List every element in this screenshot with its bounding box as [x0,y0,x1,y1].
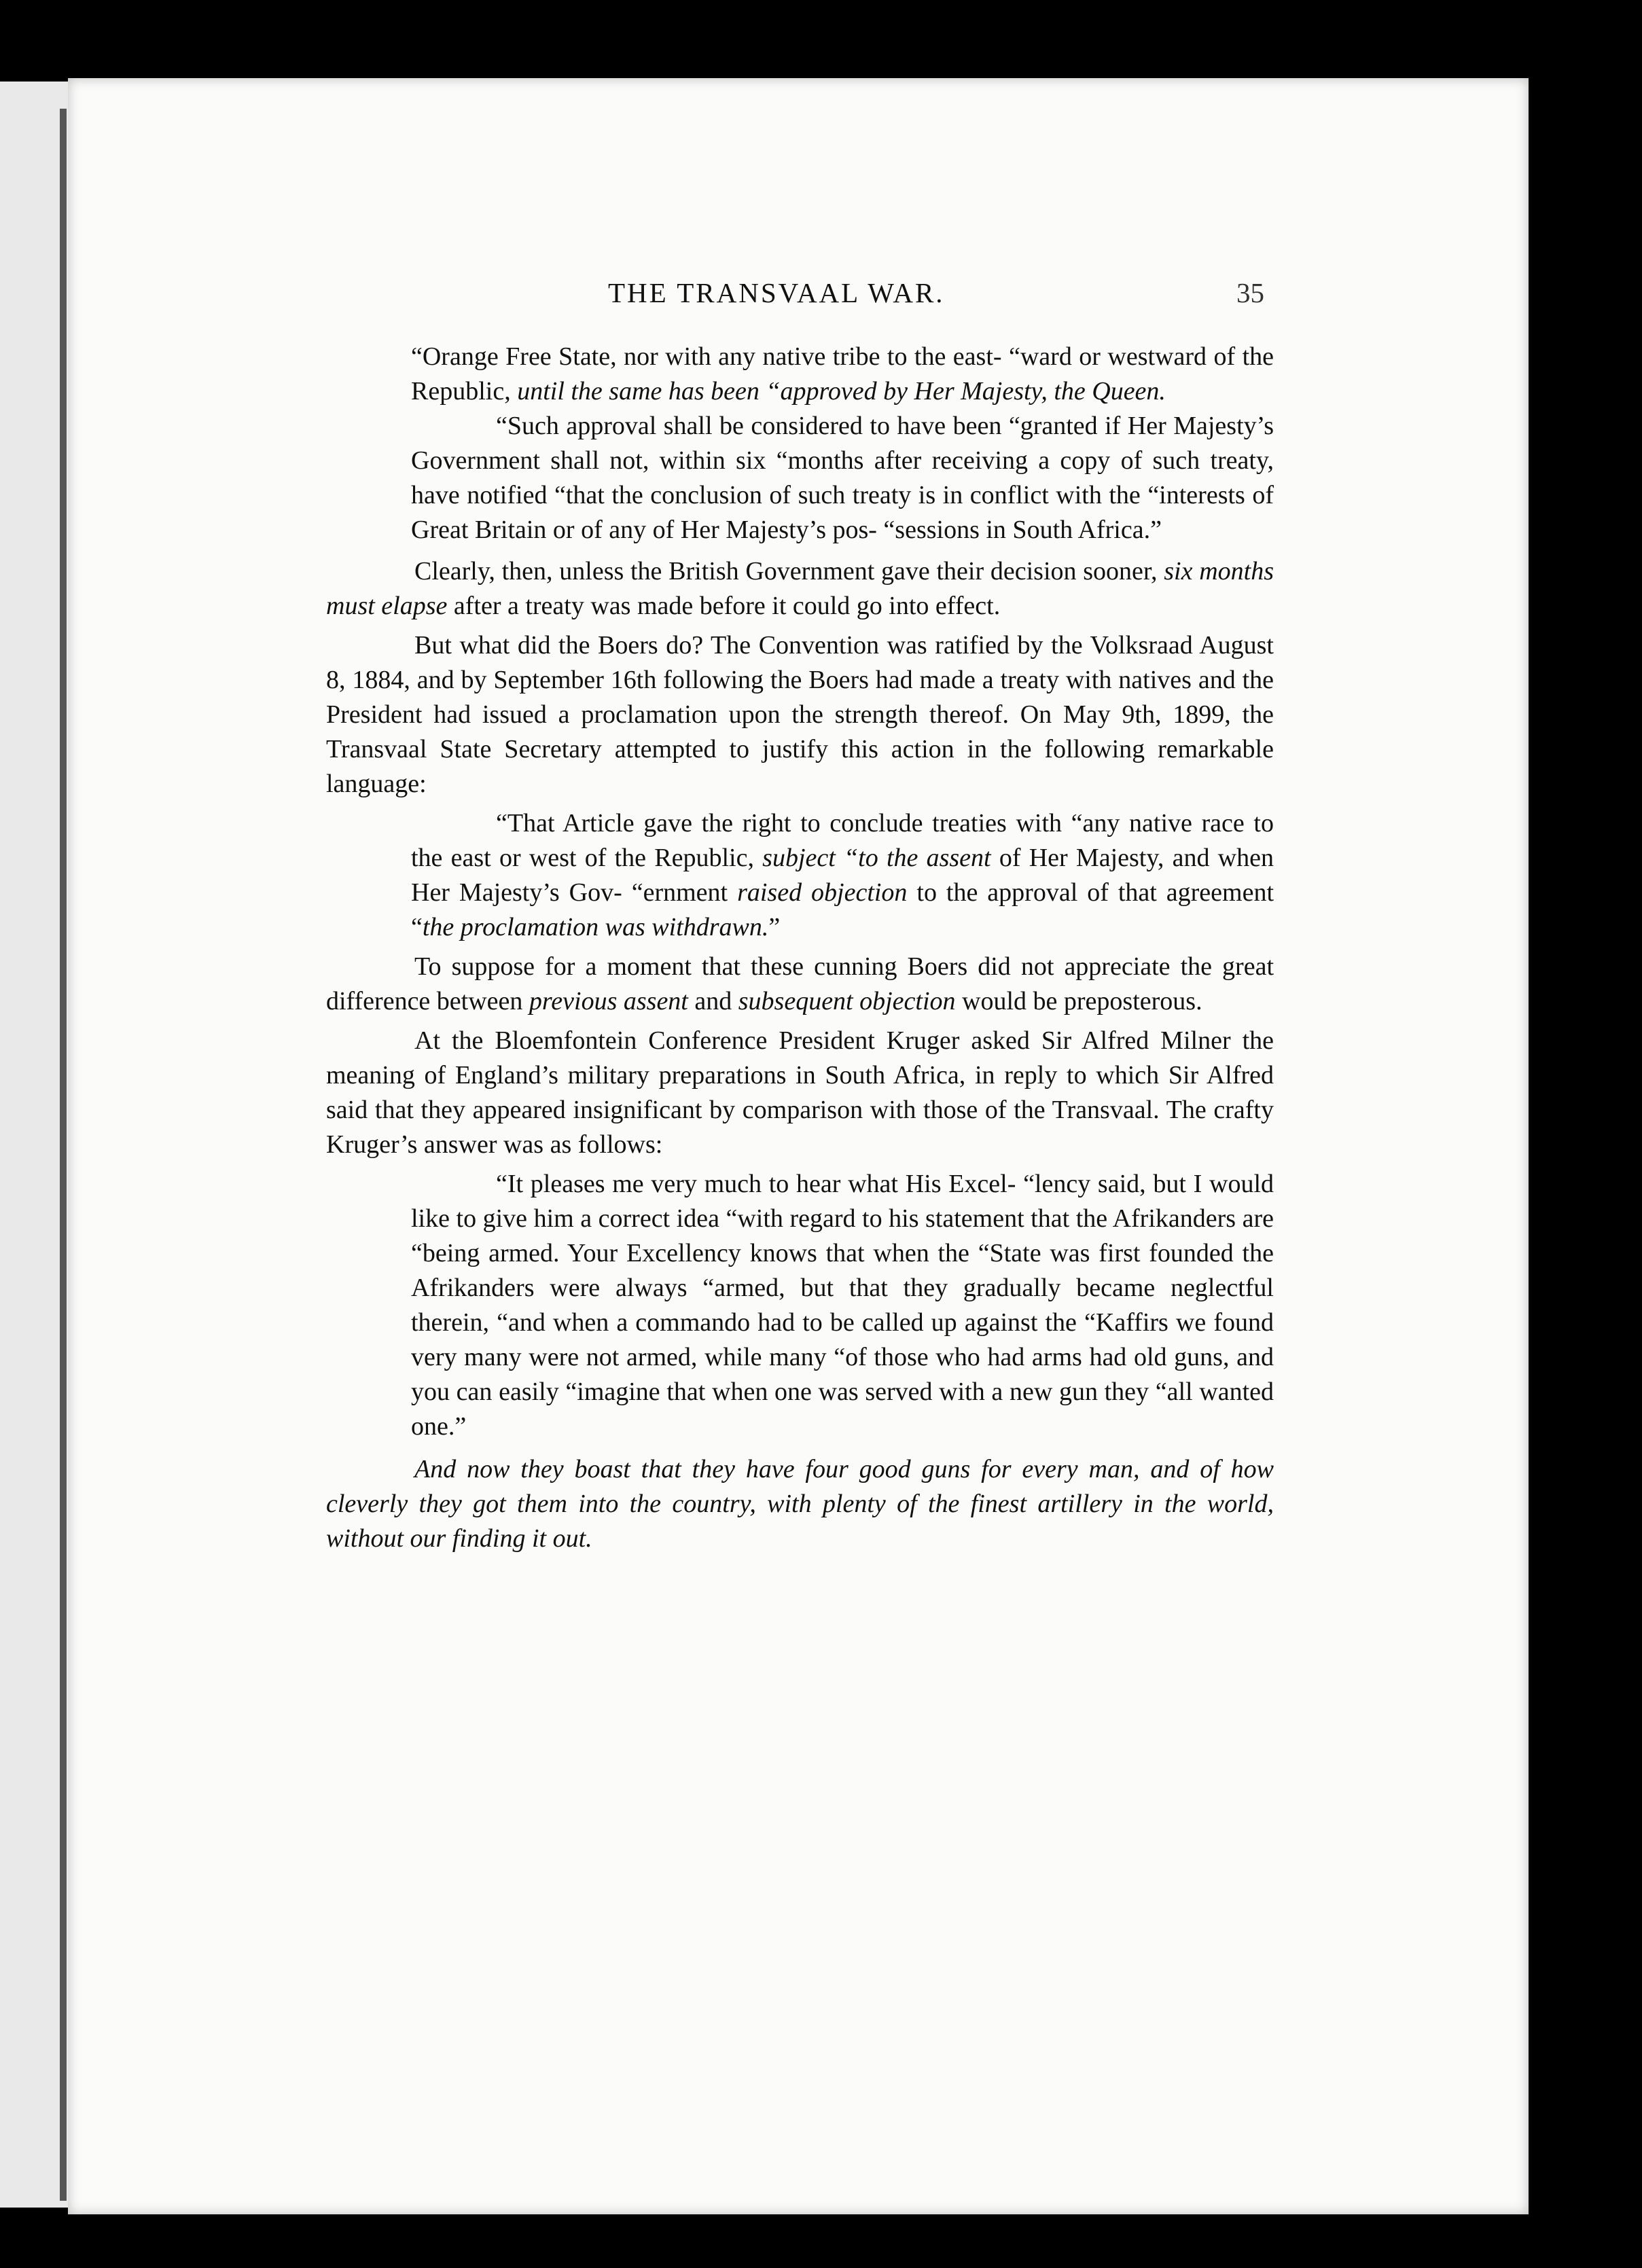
quote-text: to the approval of that agreement “ [411,878,1274,941]
paragraph-emphasis: six months must elapse [326,557,1274,620]
left-facing-page-edge [0,82,68,2208]
quote-paragraph: “It pleases me very much to hear what His Excel- “lency said, but I would like to give him a correct idea “with regard to his statement that the Afrikanders are “being armed. Your Excellency knows that when the “State was first founded the Afrikanders were always “armed, but that they gradually became neglectful therein, “and when a commando had to be called up against the “Kaffirs we found very many were not armed, while many “of those who had arms had old guns, and you can easily “imagine that when one was served with a new gun they “all wanted one.” [411,1170,1274,1441]
quote-emphasis: the proclamation was withdrawn. [422,913,769,941]
quote-line [411,340,1274,409]
quote-emphasis: subject “to the assent [762,844,991,872]
running-title: THE TRANSVAAL WAR. [608,277,945,308]
quote-paragraph [411,806,1274,945]
quote-treaty-clause [326,340,1274,409]
page-number: 35 [1236,277,1264,308]
quote-article [326,806,1274,945]
paragraph-text: Clearly, then, unless the British Government gave their decision sooner, [414,557,1164,586]
quote-emphasis: “approved by Her Majesty, the Queen. [766,377,1166,406]
quote-text: ” [768,913,781,941]
page-gutter-shadow [60,109,67,2201]
quote-text: “Orange Free State, nor with any native tribe to the east- [411,342,1002,371]
quote-text: “That Article gave the right to conclude treaties with “any native race to the east or west of the Republic, [411,809,1274,872]
paragraph-boers: But what did the Boers do? The Convention was ratified by the Volksraad August 8, 1884, and by September 16th following the Boers had made a treaty with natives and the President had issued a proclamation upon the strength thereof. On May 9th, 1899, the Transvaal State Secretary attempted to justify this action in the following remarkable language: [326,631,1274,798]
paragraph-bloemfontein: At the Bloemfontein Conference President Kruger asked Sir Alfred Milner the meaning of England’s military preparations in South Africa, in reply to which Sir Alfred said that they appeared insignificant by comparison with those of the Transvaal. The crafty Kruger’s answer was as follows: [326,1026,1274,1159]
paragraph-text: To suppose for a moment that these cunning Boers did not appreciate the great difference between [326,952,1274,1015]
paragraph-text: would be preposterous. [955,987,1202,1015]
quote-emphasis: raised objection [737,878,908,907]
paragraph-clearly [326,554,1274,624]
paragraph-emphasis: previous assent [529,987,688,1015]
quote-text: of Her Majesty, and when Her Majesty’s Gov- “ernment [411,844,1274,907]
page-body [326,335,1274,1556]
book-page [68,78,1529,2214]
quote-text: “ward or westward of the Republic, [411,342,1274,406]
paragraph-text: and [688,987,738,1015]
paragraph-suppose [326,950,1274,1019]
quote-paragraph: “Such approval shall be considered to have been “granted if Her Majesty’s Government shall not, within six “months after receiving a copy of such treaty, have notified “that the conclusion of such treaty is in conflict with the “interests of Great Britain or of any of Her Majesty’s pos- “sessions in South Africa.” [411,412,1274,544]
quote-emphasis: until the same has been [517,377,760,406]
quote-kruger [326,1167,1274,1444]
paragraph-emphasis: subsequent objection [738,987,956,1015]
paragraph-text: after a treaty was made before it could go into effect. [447,592,1001,620]
quote-approval-clause [326,409,1274,547]
paragraph-conclusion: And now they boast that they have four good guns for every man, and of how cleverly they got them into the country, with plenty of the finest artillery in the world, without our finding it out. [326,1455,1274,1553]
